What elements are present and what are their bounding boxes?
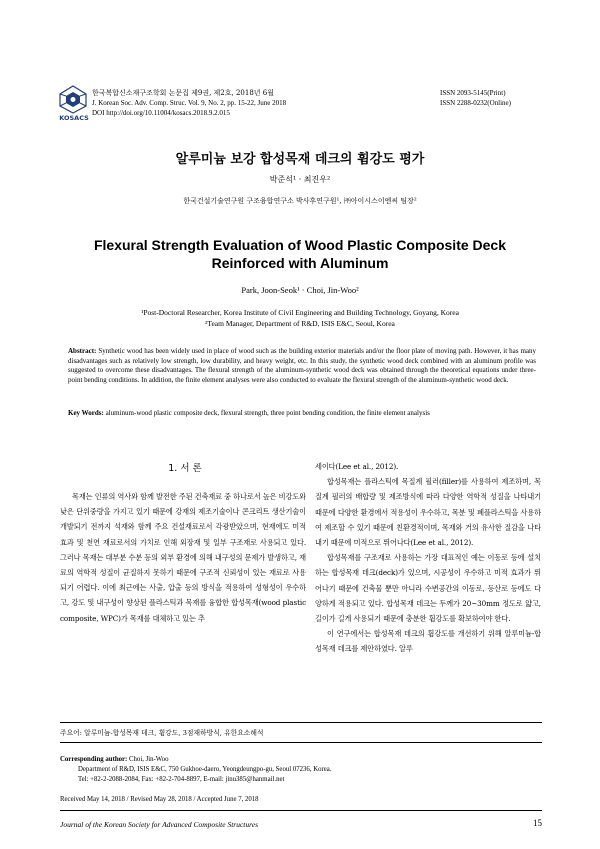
journal-citation-en: J. Korean Soc. Adv. Comp. Struc. Vol. 9, No. 2, pp. 15-22, June 2018	[92, 99, 287, 107]
affiliation-ko: 한국건설기술연구원 구조융합연구소 박사후연구원¹, ㈜아이시스이엔씨 팀장²	[183, 197, 417, 205]
abstract-text: Synthetic wood has been widely used in place of wood such as the building exterior materials and/or the floor plate of moving path. However, it has many disadvantages such as relatively low strength, low durability, and heavy weight, etc. In this study, the synthetic wood deck combined with an aluminum profile was suggested to overcome these disadvantages. The flexural strength of the aluminum-synthetic wood deck was obtained through the theoretical equations under three-point bending conditions. In addition, the finite element analyses were also conducted to evaluate the flexural strength of the aluminum-synthetic wood deck.	[68, 347, 536, 384]
paragraph: 합성목재는 플라스틱에 목질계 필러(filler)를 사용하여 제조하며, 목질계 필러의 배합량 및 제조방식에 따라 다양한 역학적 성질을 나타내기 때문에 다양한 환경에서 적용성이 우수하고, 목분 및 폐플라스틱을 사용하여 제조할 수 있기 때문에 친환경적이며, 목재와 거의 유사한 질감을 나타내기 때문에 미적으로 뛰어나다(Lee et al., 2012).	[315, 477, 541, 548]
keywords-text: aluminum-wood plastic composite deck, flexural strength, three point bending condition, the finite element analysis	[103, 409, 430, 417]
abstract-label: Abstract:	[68, 347, 97, 355]
corr-name: Choi, Jin-Woo	[127, 756, 169, 763]
corr-contact: Tel: +82-2-2088-2084, Fax: +82-2-704-8897, E-mail: jinu385@hanmail.net	[78, 776, 285, 783]
authors-en: Park, Joon-Seok¹ · Choi, Jin-Woo²	[241, 285, 359, 295]
affiliation-en-1: ¹Post-Doctoral Researcher, Korea Institute of Civil Engineering and Building Technology, Goyang, Korea	[141, 308, 459, 317]
received-dates: Received May 14, 2018 / Revised May 28, 2018 / Accepted June 7, 2018	[60, 796, 259, 803]
paragraph: 합성목재를 구조재로 사용하는 가장 대표적인 예는 이동로 등에 설치하는 합성목재 데크(deck)가 있으며, 시공성이 우수하고 미적 효과가 뛰어나기 때문에 건축물 뿐만 아니라 수변공간의 이동로, 등산로 등에도 다양하게 적용되고 있다. 합성목재 데크는 두께가 20~30mm 정도로 얇고, 길이가 길게 사용되기 때문에 충분한 휨강도를 확보하여야 한다.	[315, 553, 541, 624]
issn-block	[440, 88, 580, 108]
keywords-ko: 주요어: 알루미늄-합성목재 데크, 휨강도, 3점재하방식, 유한요소해석	[60, 729, 264, 737]
logo-text: KOSACS	[59, 114, 89, 122]
affiliation-en	[0, 307, 600, 329]
right-column	[315, 459, 541, 657]
left-column	[60, 489, 306, 626]
paragraph: 세이다(Lee et al., 2012).	[315, 462, 399, 471]
abstract	[68, 347, 536, 385]
keywords	[68, 409, 536, 419]
paper-title-en	[40, 236, 560, 272]
affiliation-en-2: ²Team Manager, Department of R&D, ISIS E&C, Seoul, Korea	[205, 319, 395, 328]
issn-print: ISSN 2093-5145(Print)	[440, 89, 506, 97]
journal-name-ko: 한국복합신소재구조학회 논문집 제9권, 제2호, 2018년 6월	[92, 89, 274, 97]
kosacs-logo-icon	[56, 84, 90, 118]
issn-online: ISSN 2288-0232(Online)	[440, 99, 511, 107]
journal-header	[92, 88, 392, 118]
paragraph: 목재는 인류의 역사와 함께 발전한 주된 건축재료 중 하나로서 높은 비강도와 낮은 단위중량을 가지고 있기 때문에 강재의 제조기술이나 콘크리트 생산기술이 개발되기 전까지 석재와 함께 주요 건설재료로서 각광받았으며, 현재에도 미적 효과 및 천연 재료로서의 가치로 인해 외장재 및 일부 구조재로 사용되고 있다. 그러나 목재는 대부분 수분 등의 외부 환경에 의해 내구성의 문제가 발생하고, 재료의 역학적 성질이 균질하지 못하기 때문에 구조적 신뢰성이 있는 재료로 사용되기 어렵다. 이에 최근에는 사출, 압출 등의 방식을 적용하여 성형성이 우수하고, 강도 및 내구성이 향상된 플라스틱과 목재를 융합한 합성목재(wood plastic composite, WPC)가 목재를 대체하고 있는 추	[60, 492, 306, 623]
paper-title-en-line2: Reinforced with Aluminum	[211, 255, 389, 271]
section-heading-introduction: 1. 서 론	[168, 463, 202, 474]
doi-link[interactable]: DOI http://doi.org/10.11004/kosacs.2018.9.2.015	[92, 109, 230, 117]
page-number: 15	[533, 818, 542, 828]
divider	[60, 810, 542, 811]
paragraph: 이 연구에서는 합성목재 데크의 휨강도를 개선하기 위해 알루미늄-합성목재 데크를 제안하였다. 알루	[315, 629, 541, 654]
paper-title-ko: 알루미늄 보강 합성목재 데크의 휨강도 평가	[175, 152, 425, 167]
authors-ko: 박준석¹ · 최진우²	[269, 175, 331, 184]
corresponding-author	[60, 755, 540, 785]
divider	[60, 742, 542, 743]
keywords-label: Key Words:	[68, 409, 104, 417]
footer-journal: Journal of the Korean Society for Advanced Composite Structures	[60, 820, 259, 829]
corr-label: Corresponding author:	[60, 756, 128, 763]
paper-title-en-line1: Flexural Strength Evaluation of Wood Plastic Composite Deck	[93, 237, 507, 253]
divider	[60, 722, 542, 723]
corr-address: Department of R&D, ISIS E&C, 750 Gukhoe-daero, Yeongdeungpo-gu, Seoul 07236, Korea.	[78, 766, 332, 773]
